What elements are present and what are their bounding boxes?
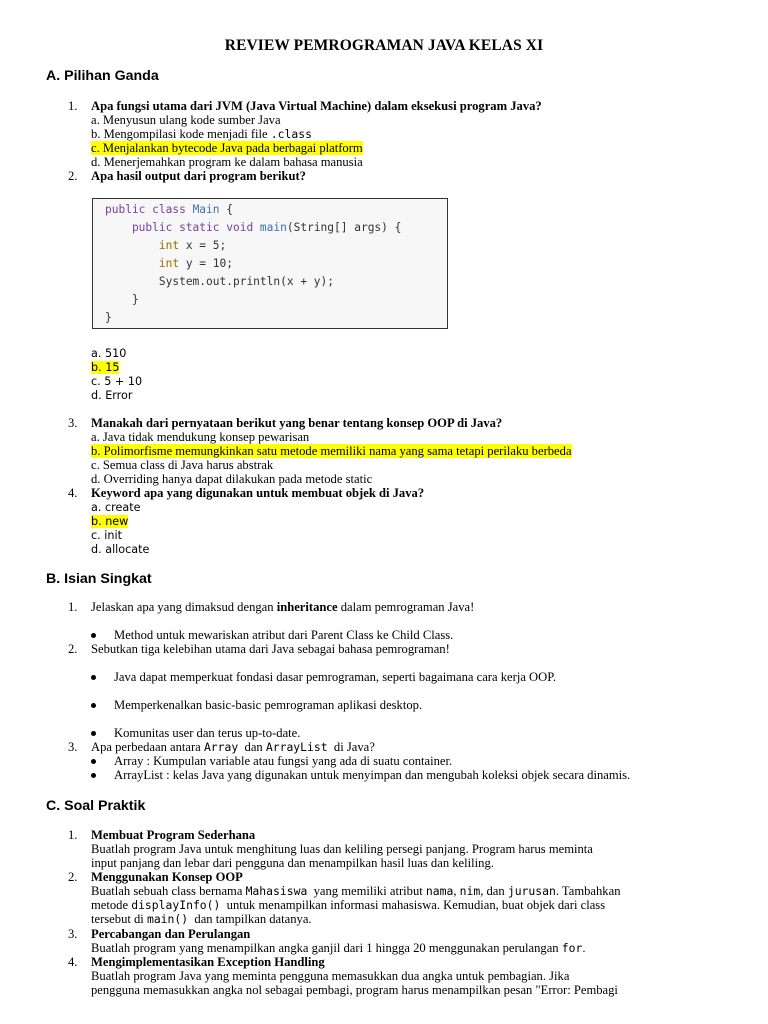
question-number: 2.: [68, 870, 78, 884]
code-line: int y = 10;: [105, 257, 233, 270]
option-c: c. Semua class di Java harus abstrak: [91, 458, 274, 472]
bullet-point: [91, 773, 96, 778]
answer-text: ArrayList : kelas Java yang digunakan untuk menyimpan dan mengubah koleksi objek secara dinamis.: [114, 768, 631, 782]
code-line: System.out.println(x + y);: [105, 275, 335, 288]
question-number: 3.: [68, 416, 78, 430]
question-number: 3.: [68, 740, 78, 754]
section-heading-short-answer: B. Isian Singkat: [46, 571, 152, 587]
code-line: public class Main {: [105, 203, 233, 216]
option-c: c. init: [91, 529, 122, 542]
highlight: c. Menjalankan bytecode Java pada berbagai platform: [91, 141, 363, 155]
option-a: a. create: [91, 501, 141, 514]
question-text: Manakah dari pernyataan berikut yang benar tentang konsep OOP di Java?: [91, 416, 503, 430]
code-line: public static void main(String[] args) {: [105, 221, 402, 234]
document-title: REVIEW PEMROGRAMAN JAVA KELAS XI: [224, 37, 544, 54]
option-a: a. Java tidak mendukung konsep pewarisan: [91, 430, 310, 444]
highlight: b. new: [91, 515, 129, 528]
answer-text: Java dapat memperkuat fondasi dasar pemrograman, seperti bagaimana cara kerja OOP.: [114, 670, 556, 684]
practice-text: metode displayInfo() untuk menampilkan informasi mahasiswa. Kemudian, buat objek dari class: [91, 898, 606, 912]
question-number: 4.: [68, 486, 78, 500]
practice-text: tersebut di main() dan tampilkan datanya.: [91, 912, 312, 926]
answer-text: Memperkenalkan basic-basic pemrograman aplikasi desktop.: [114, 698, 423, 712]
practice-text: Buatlah program Java yang meminta pengguna memasukkan dua angka untuk pembagian. Jika: [91, 969, 570, 983]
practice-text: Buatlah program Java untuk menghitung luas dan keliling persegi panjang. Program harus meminta: [91, 842, 593, 856]
question-number: 1.: [68, 99, 78, 113]
answer-text: Array : Kumpulan variable atau fungsi yang ada di suatu container.: [114, 754, 453, 768]
answer-text: Komunitas user dan terus up-to-date.: [114, 726, 301, 740]
practice-text: pengguna memasukkan angka nol sebagai pembagi, program harus menampilkan pesan "Error: Pembagi: [91, 983, 618, 997]
highlight: b. Polimorfisme memungkinkan satu metode memiliki nama yang sama tetapi perilaku berbeda: [91, 444, 572, 458]
practice-text: input panjang dan lebar dari pengguna dan menampilkan hasil luas dan keliling.: [91, 856, 494, 870]
option-d: d. Menerjemahkan program ke dalam bahasa manusia: [91, 155, 363, 169]
question-text: Apa fungsi utama dari JVM (Java Virtual Machine) dalam eksekusi program Java?: [91, 99, 542, 113]
code-line: }: [105, 311, 112, 324]
bullet-point: [91, 703, 96, 708]
question-number: 4.: [68, 955, 78, 969]
option-b-answer: [91, 515, 128, 529]
practice-title: Mengimplementasikan Exception Handling: [91, 955, 325, 969]
code-snippet-box: [92, 198, 448, 329]
option-d: d. allocate: [91, 543, 150, 556]
question-text: Keyword apa yang digunakan untuk membuat objek di Java?: [91, 486, 425, 500]
bullet-point: [91, 759, 96, 764]
bullet-point: [91, 731, 96, 736]
option-c: c. 5 + 10: [91, 375, 143, 388]
question-text: Sebutkan tiga kelebihan utama dari Java sebagai bahasa pemrograman!: [91, 642, 450, 656]
practice-title: Menggunakan Konsep OOP: [91, 870, 243, 884]
question-text: Jelaskan apa yang dimaksud dengan inheritance dalam pemrograman Java!: [91, 600, 475, 614]
practice-title: Membuat Program Sederhana: [91, 828, 256, 842]
answer-text: Method untuk mewariskan atribut dari Parent Class ke Child Class.: [114, 628, 454, 642]
bullet-point: [91, 675, 96, 680]
question-number: 2.: [68, 642, 78, 656]
question-number: 1.: [68, 828, 78, 842]
section-heading-practice: C. Soal Praktik: [46, 798, 146, 814]
code-line: int x = 5;: [105, 239, 227, 252]
option-d: d. Error: [91, 389, 133, 402]
option-c-answer: [91, 141, 363, 155]
option-b: b. Mengompilasi kode menjadi file .class: [91, 127, 312, 141]
practice-text: Buatlah program yang menampilkan angka ganjil dari 1 hingga 20 menggunakan perulangan for.: [91, 941, 586, 955]
section-heading-multiple-choice: A. Pilihan Ganda: [46, 68, 159, 84]
option-a: a. 510: [91, 347, 127, 360]
option-a: a. Menyusun ulang kode sumber Java: [91, 113, 281, 127]
highlight: b. 15: [91, 361, 120, 374]
option-b-answer: [91, 444, 572, 458]
inline-code: .class: [270, 127, 312, 141]
practice-title: Percabangan dan Perulangan: [91, 927, 251, 941]
code-line: }: [105, 293, 139, 306]
practice-text: Buatlah sebuah class bernama Mahasiswa yang memiliki atribut nama, nim, dan jurusan. Tambahkan: [91, 884, 621, 898]
question-number: 1.: [68, 600, 78, 614]
question-number: 3.: [68, 927, 78, 941]
option-d: d. Overriding hanya dapat dilakukan pada metode static: [91, 472, 373, 486]
question-number: 2.: [68, 169, 78, 183]
question-text: Apa perbedaan antara Array dan ArrayList di Java?: [91, 740, 375, 754]
bullet-point: [91, 633, 96, 638]
option-b-answer: [91, 361, 119, 375]
question-text: Apa hasil output dari program berikut?: [91, 169, 306, 183]
